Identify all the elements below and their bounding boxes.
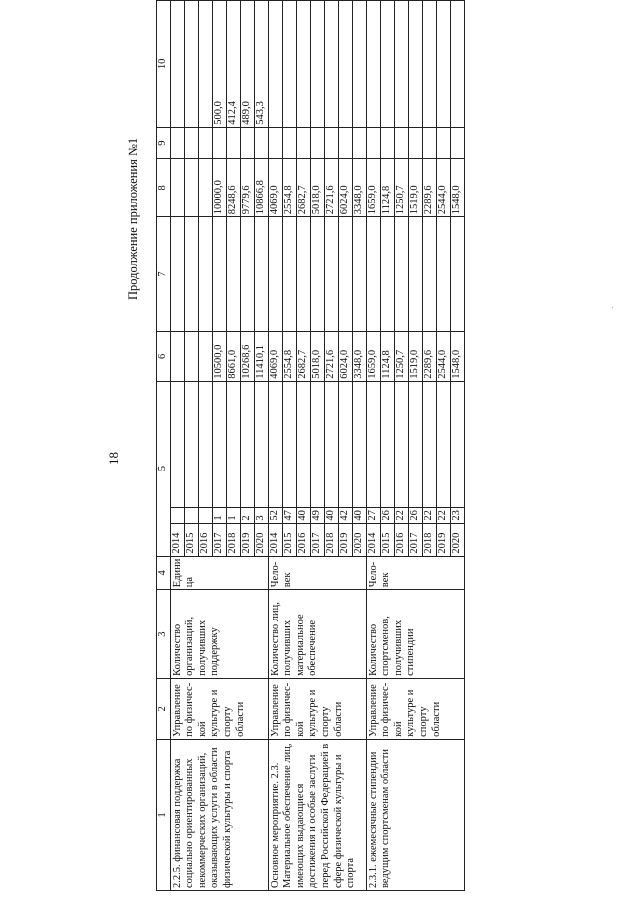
col7-cell bbox=[296, 217, 310, 332]
activity-name-cell: Основное мероприятие. 2.3. Материальное обеспечение лиц, имеющих выдающиеся достижения и особые заслуги перед Российской Федерацией в сфере физической культуры и спорта bbox=[268, 739, 366, 890]
total-funding-cell: 10268,6 bbox=[240, 331, 254, 381]
header-row bbox=[157, 1, 171, 891]
col9-cell bbox=[436, 127, 450, 159]
indicator-value-cell: 27 bbox=[366, 508, 380, 524]
total-funding-cell: 1548,0 bbox=[450, 331, 464, 381]
regional-budget-cell: 2289,6 bbox=[422, 159, 436, 217]
other-sources-cell bbox=[366, 1, 380, 128]
regional-budget-cell: 1548,0 bbox=[450, 159, 464, 217]
executor-cell: Управление по физичес-кой культуре и спорту области bbox=[366, 678, 464, 739]
col9-cell bbox=[268, 127, 282, 159]
other-sources-cell bbox=[352, 1, 366, 128]
regional-budget-cell: 4069,0 bbox=[268, 159, 282, 217]
table-row bbox=[268, 1, 282, 891]
other-sources-cell bbox=[282, 1, 296, 128]
total-funding-cell: 1250,7 bbox=[394, 331, 408, 381]
other-sources-cell bbox=[408, 1, 422, 128]
regional-budget-cell: 2682,7 bbox=[296, 159, 310, 217]
table-row bbox=[366, 1, 380, 891]
indicator-cell: Количество организаций, получивших поддержку bbox=[170, 590, 268, 679]
regional-budget-cell: 2554,8 bbox=[282, 159, 296, 217]
total-funding-cell: 5018,0 bbox=[310, 331, 324, 381]
page-number: 18 bbox=[106, 452, 121, 465]
other-sources-cell bbox=[436, 1, 450, 128]
col9-cell bbox=[366, 127, 380, 159]
column-header: 9 bbox=[157, 127, 171, 159]
executor-cell: Управление по физичес-кой культуре и спорту области bbox=[170, 678, 268, 739]
col9-cell bbox=[282, 127, 296, 159]
regional-budget-cell: 6024,0 bbox=[338, 159, 352, 217]
col9-cell bbox=[380, 127, 394, 159]
indicator-value-cell bbox=[170, 508, 184, 524]
col9-cell bbox=[338, 127, 352, 159]
col9-cell bbox=[310, 127, 324, 159]
other-sources-cell bbox=[324, 1, 338, 128]
column-header: 7 bbox=[157, 217, 171, 332]
year-cell: 2014 bbox=[268, 523, 282, 556]
regional-budget-cell: 2721,6 bbox=[324, 159, 338, 217]
scan-speck bbox=[612, 307, 613, 308]
total-funding-cell: 2544,0 bbox=[436, 331, 450, 381]
col9-cell bbox=[170, 127, 184, 159]
col9-cell bbox=[296, 127, 310, 159]
col9-cell bbox=[324, 127, 338, 159]
col9-cell bbox=[422, 127, 436, 159]
col7-cell bbox=[212, 217, 226, 332]
indicator-value-cell: 49 bbox=[310, 508, 324, 524]
col9-cell bbox=[226, 127, 240, 159]
regional-budget-cell: 10866,8 bbox=[254, 159, 268, 217]
indicator-value-cell: 26 bbox=[380, 508, 394, 524]
appendix-caption: Продолжение приложения №1 bbox=[126, 137, 140, 300]
col7-cell bbox=[282, 217, 296, 332]
col7-cell bbox=[184, 217, 198, 332]
indicator-value-cell: 23 bbox=[450, 508, 464, 524]
year-cell: 2016 bbox=[296, 523, 310, 556]
total-funding-cell bbox=[198, 331, 212, 381]
unit-cell: Чело-век bbox=[268, 556, 366, 590]
col9-cell bbox=[184, 127, 198, 159]
indicator-value-cell: 22 bbox=[422, 508, 436, 524]
other-sources-cell bbox=[450, 1, 464, 128]
other-sources-cell bbox=[394, 1, 408, 128]
empty-cell bbox=[296, 381, 310, 507]
indicator-value-cell: 42 bbox=[338, 508, 352, 524]
empty-cell bbox=[282, 381, 296, 507]
indicator-value-cell bbox=[198, 508, 212, 524]
col7-cell bbox=[226, 217, 240, 332]
indicator-value-cell: 52 bbox=[268, 508, 282, 524]
other-sources-cell bbox=[184, 1, 198, 128]
total-funding-cell: 1519,0 bbox=[408, 331, 422, 381]
column-header: 2 bbox=[157, 678, 171, 739]
total-funding-cell bbox=[184, 331, 198, 381]
year-cell: 2014 bbox=[366, 523, 380, 556]
total-funding-cell: 1124,8 bbox=[380, 331, 394, 381]
indicator-value-cell: 1 bbox=[226, 508, 240, 524]
regional-budget-cell: 1250,7 bbox=[394, 159, 408, 217]
indicator-value-cell: 22 bbox=[436, 508, 450, 524]
empty-cell bbox=[366, 381, 380, 507]
other-sources-cell bbox=[310, 1, 324, 128]
column-header: 1 bbox=[157, 739, 171, 890]
table-row bbox=[170, 1, 184, 891]
col7-cell bbox=[254, 217, 268, 332]
year-cell: 2017 bbox=[310, 523, 324, 556]
year-cell: 2015 bbox=[184, 523, 198, 556]
column-header: 8 bbox=[157, 159, 171, 217]
column-header: 5 bbox=[157, 381, 171, 556]
col9-cell bbox=[408, 127, 422, 159]
total-funding-cell: 2289,6 bbox=[422, 331, 436, 381]
col9-cell bbox=[198, 127, 212, 159]
empty-cell bbox=[212, 381, 226, 507]
indicator-value-cell: 40 bbox=[296, 508, 310, 524]
empty-cell bbox=[184, 381, 198, 507]
total-funding-cell bbox=[170, 331, 184, 381]
col7-cell bbox=[352, 217, 366, 332]
regional-budget-cell: 2544,0 bbox=[436, 159, 450, 217]
year-cell: 2018 bbox=[422, 523, 436, 556]
col9-cell bbox=[254, 127, 268, 159]
year-cell: 2020 bbox=[352, 523, 366, 556]
regional-budget-cell bbox=[170, 159, 184, 217]
total-funding-cell: 10500,0 bbox=[212, 331, 226, 381]
year-cell: 2020 bbox=[254, 523, 268, 556]
year-cell: 2016 bbox=[198, 523, 212, 556]
col7-cell bbox=[394, 217, 408, 332]
col7-cell bbox=[366, 217, 380, 332]
regional-budget-cell: 9779,6 bbox=[240, 159, 254, 217]
other-sources-cell bbox=[268, 1, 282, 128]
col7-cell bbox=[450, 217, 464, 332]
indicator-value-cell: 26 bbox=[408, 508, 422, 524]
year-cell: 2017 bbox=[408, 523, 422, 556]
col9-cell bbox=[212, 127, 226, 159]
indicator-value-cell: 47 bbox=[282, 508, 296, 524]
col7-cell bbox=[170, 217, 184, 332]
empty-cell bbox=[352, 381, 366, 507]
indicator-value-cell: 2 bbox=[240, 508, 254, 524]
column-header: 3 bbox=[157, 590, 171, 679]
total-funding-cell: 1659,0 bbox=[366, 331, 380, 381]
empty-cell bbox=[310, 381, 324, 507]
empty-cell bbox=[240, 381, 254, 507]
program-table bbox=[156, 0, 465, 891]
year-cell: 2016 bbox=[394, 523, 408, 556]
total-funding-cell: 2721,6 bbox=[324, 331, 338, 381]
activity-name-cell: 2.2.5. финансовая поддержка социально ориентированных некоммерческих организаций, оказывающих услуги в области физической культуры и спорта bbox=[170, 739, 268, 890]
column-header: 6 bbox=[157, 331, 171, 381]
regional-budget-cell bbox=[184, 159, 198, 217]
other-sources-cell bbox=[198, 1, 212, 128]
col7-cell bbox=[422, 217, 436, 332]
col9-cell bbox=[240, 127, 254, 159]
total-funding-cell: 2554,8 bbox=[282, 331, 296, 381]
regional-budget-cell: 3348,0 bbox=[352, 159, 366, 217]
regional-budget-cell: 1659,0 bbox=[366, 159, 380, 217]
total-funding-cell: 2682,7 bbox=[296, 331, 310, 381]
indicator-value-cell: 1 bbox=[212, 508, 226, 524]
col7-cell bbox=[240, 217, 254, 332]
regional-budget-cell: 5018,0 bbox=[310, 159, 324, 217]
other-sources-cell: 489,0 bbox=[240, 1, 254, 128]
empty-cell bbox=[170, 381, 184, 507]
empty-cell bbox=[436, 381, 450, 507]
col9-cell bbox=[352, 127, 366, 159]
empty-cell bbox=[422, 381, 436, 507]
year-cell: 2019 bbox=[338, 523, 352, 556]
indicator-value-cell: 40 bbox=[352, 508, 366, 524]
indicator-value-cell: 40 bbox=[324, 508, 338, 524]
executor-cell: Управление по физичес-кой культуре и спорту области bbox=[268, 678, 366, 739]
other-sources-cell bbox=[338, 1, 352, 128]
col9-cell bbox=[450, 127, 464, 159]
empty-cell bbox=[254, 381, 268, 507]
other-sources-cell: 543,3 bbox=[254, 1, 268, 128]
other-sources-cell: 412,4 bbox=[226, 1, 240, 128]
unit-cell: Едини ца bbox=[170, 556, 268, 590]
empty-cell bbox=[408, 381, 422, 507]
col7-cell bbox=[268, 217, 282, 332]
year-cell: 2019 bbox=[436, 523, 450, 556]
col7-cell bbox=[198, 217, 212, 332]
year-cell: 2015 bbox=[380, 523, 394, 556]
total-funding-cell: 11410,1 bbox=[254, 331, 268, 381]
activity-name-cell: 2.3.1. ежемесячные стипендии ведущим спортсменам области bbox=[366, 739, 464, 890]
total-funding-cell: 4069,0 bbox=[268, 331, 282, 381]
other-sources-cell bbox=[296, 1, 310, 128]
empty-cell bbox=[338, 381, 352, 507]
empty-cell bbox=[268, 381, 282, 507]
other-sources-cell bbox=[380, 1, 394, 128]
other-sources-cell bbox=[422, 1, 436, 128]
year-cell: 2018 bbox=[324, 523, 338, 556]
indicator-value-cell: 3 bbox=[254, 508, 268, 524]
empty-cell bbox=[226, 381, 240, 507]
indicator-cell: Количество спортсменов, получивших стипендии bbox=[366, 590, 464, 679]
empty-cell bbox=[394, 381, 408, 507]
col7-cell bbox=[310, 217, 324, 332]
empty-cell bbox=[324, 381, 338, 507]
year-cell: 2017 bbox=[212, 523, 226, 556]
year-cell: 2014 bbox=[170, 523, 184, 556]
year-cell: 2015 bbox=[282, 523, 296, 556]
total-funding-cell: 6024,0 bbox=[338, 331, 352, 381]
col7-cell bbox=[380, 217, 394, 332]
unit-cell: Чело-век bbox=[366, 556, 464, 590]
regional-budget-cell: 1519,0 bbox=[408, 159, 422, 217]
indicator-value-cell: 22 bbox=[394, 508, 408, 524]
col9-cell bbox=[394, 127, 408, 159]
empty-cell bbox=[198, 381, 212, 507]
regional-budget-cell bbox=[198, 159, 212, 217]
col7-cell bbox=[408, 217, 422, 332]
empty-cell bbox=[380, 381, 394, 507]
other-sources-cell bbox=[170, 1, 184, 128]
year-cell: 2018 bbox=[226, 523, 240, 556]
regional-budget-cell: 10000,0 bbox=[212, 159, 226, 217]
col7-cell bbox=[324, 217, 338, 332]
column-header: 4 bbox=[157, 556, 171, 590]
other-sources-cell: 500,0 bbox=[212, 1, 226, 128]
year-cell: 2020 bbox=[450, 523, 464, 556]
year-cell: 2019 bbox=[240, 523, 254, 556]
regional-budget-cell: 1124,8 bbox=[380, 159, 394, 217]
total-funding-cell: 3348,0 bbox=[352, 331, 366, 381]
column-header: 10 bbox=[157, 1, 171, 128]
table-body bbox=[170, 1, 464, 891]
total-funding-cell: 8661,0 bbox=[226, 331, 240, 381]
col7-cell bbox=[338, 217, 352, 332]
empty-cell bbox=[450, 381, 464, 507]
indicator-cell: Количество лиц, получивших материальное обеспечение bbox=[268, 590, 366, 679]
indicator-value-cell bbox=[184, 508, 198, 524]
col7-cell bbox=[436, 217, 450, 332]
regional-budget-cell: 8248,6 bbox=[226, 159, 240, 217]
